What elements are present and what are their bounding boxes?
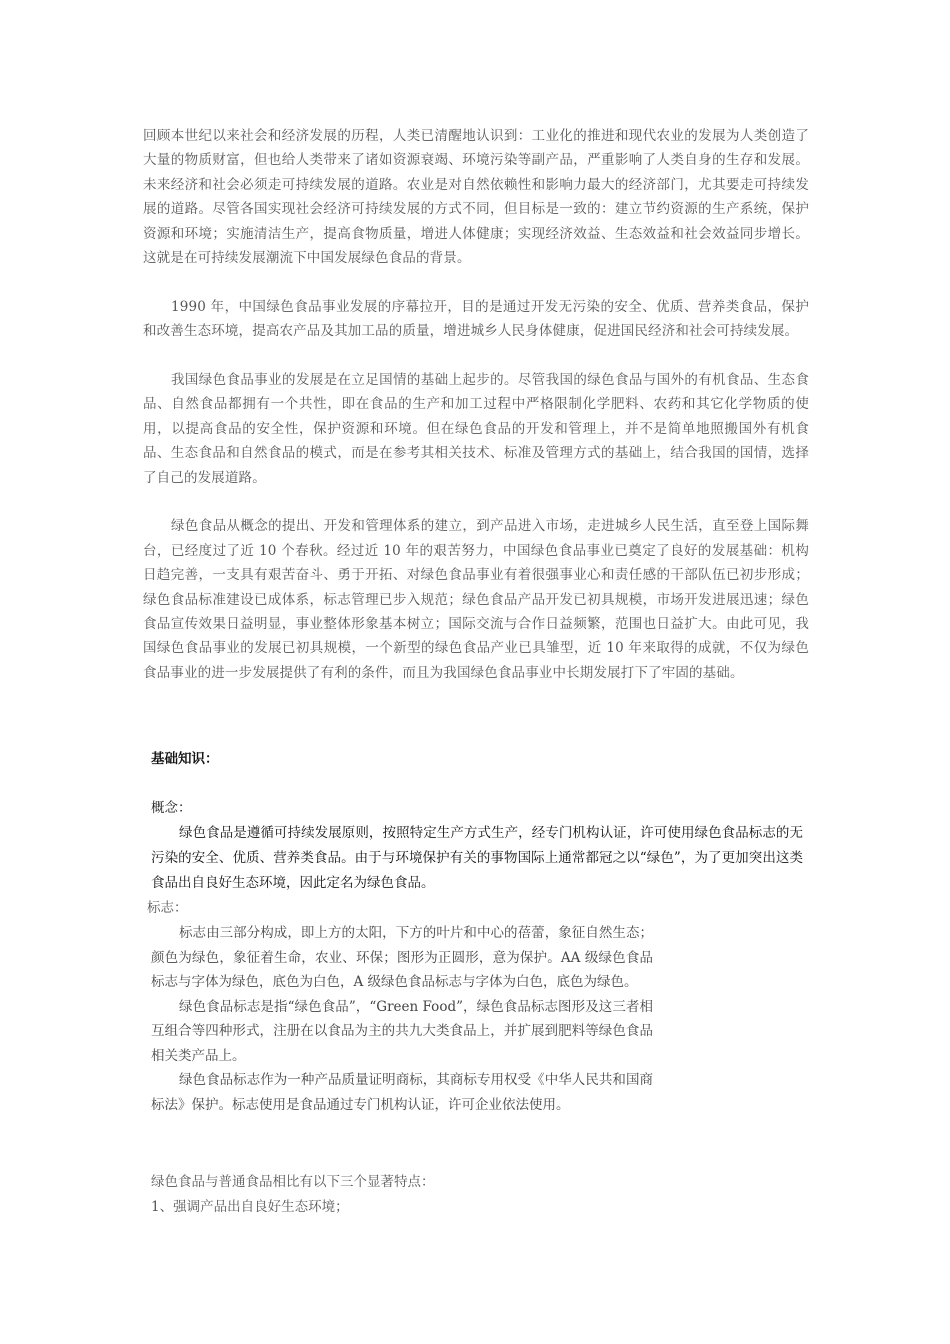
logo-paragraph-2: 绿色食品标志是指“绿色食品”，“Green Food”，绿色食品标志图形及这三者相互组合等四种形式，注册在以食品为主的共九大类食品上，并扩展到肥料等绿色食品相关类产品上。 [151, 998, 653, 1064]
feature-item-1: 1、强调产品出自良好生态环境； [151, 1199, 349, 1215]
logo-paragraph-3: 绿色食品标志作为一种产品质量证明商标，其商标专用权受《中华人民共和国商标法》保护。标志使用是食品通过专门机构认证，许可企业依法使用。 [151, 1072, 653, 1113]
intro-paragraph-3: 我国绿色食品事业的发展是在立足国情的基础上起步的。尽管我国的绿色食品与国外的有机食品、生态食品、自然食品都拥有一个共性，即在食品的生产和加工过程中严格限制化学肥料、农药和其它化学物质的使用，以提高食品的安全性，保护资源和环境。但在绿色食品的开发和管理上，并不是简单地照搬国外有机食品、生态食品和自然食品的模式，而是在参考其相关技术、标准及管理方式的基础上，结合我国的国情，选择了自己的发展道路。 [143, 372, 809, 486]
logo-label: 标志： [147, 900, 188, 916]
basics-heading: 基础知识： [151, 751, 219, 767]
intro-paragraph-4: 绿色食品从概念的提出、开发和管理体系的建立，到产品进入市场，走进城乡人民生活，直至登上国际舞台，已经度过了近 10 个春秋。经过近 10 年的艰苦努力，中国绿色食品事业已奠定了良好的发展基础：机构日趋完善，一支具有艰苦奋斗、勇于开拓、对绿色食品事业有着很强事业心和责任感的干部队伍已初步形成；绿色食品标准建设已成体系，标志管理已步入规范；绿色食品产品开发已初具规模，市场开发进展迅速；绿色食品宣传效果日益明显，事业整体形象基本树立；国际交流与合作日益频繁，范围也日益扩大。由此可见，我国绿色食品事业的发展已初具规模，一个新型的绿色食品产业已具雏型，近 10 年来取得的成就，不仅为绿色食品事业的进一步发展提供了有利的条件，而且为我国绿色食品事业中长期发展打下了牢固的基础。 [143, 518, 809, 681]
logo-paragraph-1: 标志由三部分构成，即上方的太阳，下方的叶片和中心的蓓蕾，象征自然生态；颜色为绿色，象征着生命，农业、环保；图形为正圆形，意为保护。AA 级绿色食品标志与字体为绿色，底色为白色，A 级绿色食品标志与字体为白色，底色为绿色。 [151, 925, 653, 990]
intro-paragraph-2: 1990 年，中国绿色食品事业发展的序幕拉开，目的是通过开发无污染的安全、优质、营养类食品，保护和改善生态环境，提高农产品及其加工品的质量，增进城乡人民身体健康，促进国民经济和社会可持续发展。 [143, 298, 809, 340]
intro-section [143, 124, 809, 685]
logo-section [151, 921, 653, 1117]
concept-label: 概念： [151, 800, 192, 816]
features-title: 绿色食品与普通食品相比有以下三个显著特点： [151, 1174, 435, 1190]
concept-text: 绿色食品是遵循可持续发展原则，按照特定生产方式生产，经专门机构认证，许可使用绿色食品标志的无污染的安全、优质、营养类食品。由于与环境保护有关的事物国际上通常都冠之以“绿色”，为了更加突出这类食品出自良好生态环境，因此定名为绿色食品。 [151, 825, 803, 891]
intro-paragraph-1: 回顾本世纪以来社会和经济发展的历程，人类已清醒地认识到：工业化的推进和现代农业的发展为人类创造了大量的物质财富，但也给人类带来了诸如资源衰竭、环境污染等副产品，严重影响了人类自身的生存和发展。未来经济和社会必须走可持续发展的道路。农业是对自然依赖性和影响力最大的经济部门，尤其要走可持续发展的道路。尽管各国实现社会经济可持续发展的方式不同，但目标是一致的：建立节约资源的生产系统，保护资源和环境；实施清洁生产，提高食物质量，增进人体健康；实现经济效益、生态效益和社会效益同步增长。这就是在可持续发展潮流下中国发展绿色食品的背景。 [143, 128, 809, 267]
